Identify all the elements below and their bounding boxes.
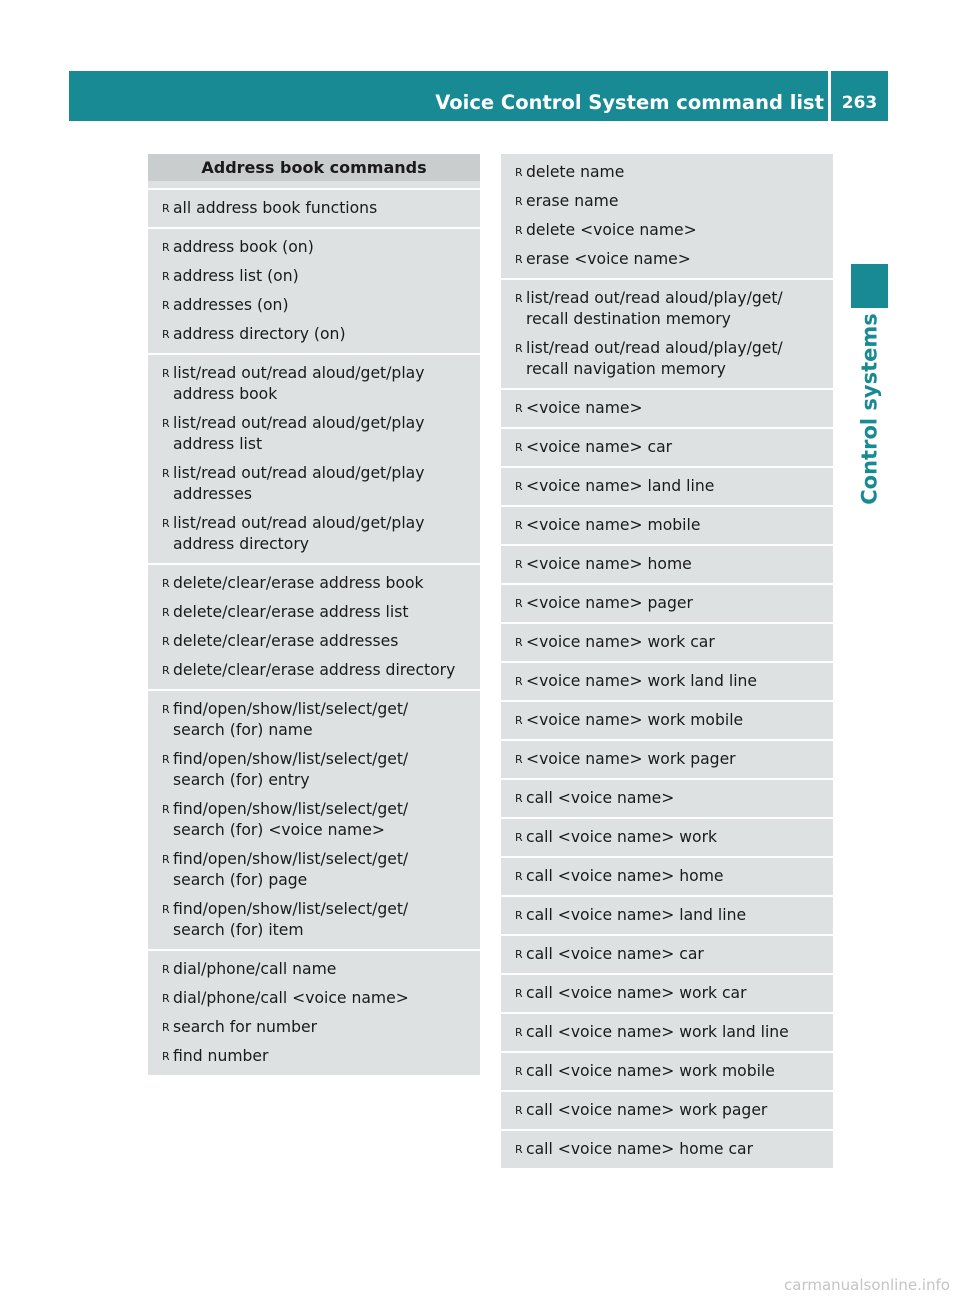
bullet-icon: R (515, 1143, 523, 1156)
right-command-table (501, 154, 833, 1168)
group-divider (501, 661, 833, 663)
command-item (162, 573, 480, 594)
command-item (162, 363, 480, 405)
command-text-line: find/open/show/list/select/get/ (173, 900, 409, 918)
group-divider (501, 895, 833, 897)
bullet-icon: R (515, 831, 523, 844)
bullet-icon: R (162, 367, 170, 380)
command-item (515, 1061, 833, 1082)
command-item (515, 983, 833, 1004)
command-text-line: address book (on) (173, 238, 314, 256)
command-text (526, 632, 833, 653)
command-text-line: address directory (173, 535, 309, 553)
group-divider (501, 427, 833, 429)
bullet-icon: R (162, 202, 170, 215)
group-divider (501, 973, 833, 975)
command-item (515, 1022, 833, 1043)
command-text-line: call <voice name> car (526, 945, 704, 963)
command-item (162, 799, 480, 841)
command-item (515, 162, 833, 183)
command-item (515, 1100, 833, 1121)
command-item (162, 198, 480, 219)
command-text (173, 631, 480, 652)
command-text (526, 162, 833, 183)
bullet-icon: R (162, 963, 170, 976)
bullet-icon: R (515, 675, 523, 688)
command-text (173, 699, 480, 741)
command-item (515, 788, 833, 809)
command-text-line: list/read out/read aloud/play/get/ (526, 289, 783, 307)
command-text-line: <voice name> work car (526, 633, 715, 651)
command-text (173, 573, 480, 594)
command-item (162, 749, 480, 791)
group-divider (501, 1051, 833, 1053)
command-text (526, 249, 833, 270)
group-divider (501, 388, 833, 390)
bullet-icon: R (515, 253, 523, 266)
command-text (526, 788, 833, 809)
command-item (162, 237, 480, 258)
bullet-icon: R (162, 417, 170, 430)
command-text (526, 220, 833, 241)
bullet-icon: R (162, 853, 170, 866)
command-text-line: <voice name> pager (526, 594, 693, 612)
command-text-line: call <voice name> home car (526, 1140, 753, 1158)
bullet-icon: R (515, 166, 523, 179)
command-text (526, 476, 833, 497)
command-text (173, 1046, 480, 1067)
bullet-icon: R (162, 467, 170, 480)
bullet-icon: R (515, 402, 523, 415)
command-text (173, 513, 480, 555)
command-text-line: find/open/show/list/select/get/ (173, 800, 409, 818)
bullet-icon: R (162, 992, 170, 1005)
command-text-line: address book (173, 385, 278, 403)
side-tab-text: Control systems (858, 313, 883, 505)
group-divider (501, 583, 833, 585)
command-text (526, 944, 833, 965)
command-text (526, 749, 833, 770)
command-text (173, 799, 480, 841)
command-item (162, 899, 480, 941)
command-text-line: search for number (173, 1018, 318, 1036)
command-text (173, 602, 480, 623)
command-text-line: delete/clear/erase address list (173, 603, 409, 621)
command-item (162, 295, 480, 316)
command-item (515, 476, 833, 497)
bullet-icon: R (162, 606, 170, 619)
command-text-line: call <voice name> home (526, 867, 724, 885)
command-text-line: delete/clear/erase address directory (173, 661, 456, 679)
command-text-line: <voice name> work pager (526, 750, 736, 768)
command-text-line: dial/phone/call <voice name> (173, 989, 409, 1007)
command-text-line: find/open/show/list/select/get/ (173, 750, 409, 768)
command-text-line: search (for) item (173, 921, 304, 939)
bullet-icon: R (162, 753, 170, 766)
group-divider (501, 700, 833, 702)
bullet-icon: R (515, 519, 523, 532)
command-item (515, 749, 833, 770)
header-title: Voice Control System command list (435, 91, 824, 114)
command-item (515, 710, 833, 731)
command-text-line: <voice name> work land line (526, 672, 757, 690)
command-text-line: call <voice name> work car (526, 984, 747, 1002)
command-text (526, 905, 833, 926)
command-text (173, 988, 480, 1009)
command-text-line: call <voice name> (526, 789, 675, 807)
bullet-icon: R (515, 636, 523, 649)
command-text (173, 295, 480, 316)
group-divider (501, 505, 833, 507)
bullet-icon: R (515, 909, 523, 922)
command-text-line: dial/phone/call name (173, 960, 337, 978)
command-text-line: <voice name> car (526, 438, 673, 456)
bullet-icon: R (162, 803, 170, 816)
command-text (173, 1017, 480, 1038)
command-item (515, 288, 833, 330)
header-bar (69, 71, 888, 121)
command-item (515, 944, 833, 965)
command-text (173, 660, 480, 681)
command-item (515, 338, 833, 380)
command-item (162, 988, 480, 1009)
command-item (162, 602, 480, 623)
command-text-line: delete/clear/erase addresses (173, 632, 399, 650)
command-text-line: recall navigation memory (526, 360, 726, 378)
command-text (526, 1139, 833, 1160)
command-text-line: search (for) <voice name> (173, 821, 385, 839)
bullet-icon: R (162, 270, 170, 283)
command-text (526, 593, 833, 614)
command-text-line: <voice name> home (526, 555, 692, 573)
command-text-line: address list (173, 435, 263, 453)
command-item (162, 1017, 480, 1038)
bullet-icon: R (162, 703, 170, 716)
command-text (173, 899, 480, 941)
command-text-line: list/read out/read aloud/get/play (173, 514, 425, 532)
command-text (173, 324, 480, 345)
bullet-icon: R (515, 480, 523, 493)
command-text (526, 554, 833, 575)
bullet-icon: R (162, 577, 170, 590)
command-text (526, 827, 833, 848)
command-text-line: find/open/show/list/select/get/ (173, 700, 409, 718)
command-item (515, 437, 833, 458)
command-text-line: <voice name> land line (526, 477, 715, 495)
command-item (515, 220, 833, 241)
bullet-icon: R (162, 1021, 170, 1034)
command-text-line: <voice name> mobile (526, 516, 701, 534)
command-item (515, 632, 833, 653)
command-text-line: delete name (526, 163, 625, 181)
command-item (515, 866, 833, 887)
group-divider (501, 934, 833, 936)
bullet-icon: R (162, 299, 170, 312)
group-divider (148, 689, 480, 691)
left-command-table (148, 154, 480, 1075)
command-item (515, 671, 833, 692)
command-text (526, 866, 833, 887)
command-text-line: address directory (on) (173, 325, 346, 343)
command-text-line: delete <voice name> (526, 221, 697, 239)
command-text (526, 671, 833, 692)
command-text (526, 1100, 833, 1121)
command-text (526, 191, 833, 212)
command-item (515, 398, 833, 419)
command-text (526, 515, 833, 536)
command-item (162, 699, 480, 741)
command-text-line: addresses (on) (173, 296, 289, 314)
side-tab-label (845, 313, 895, 505)
page-number: 263 (841, 93, 878, 113)
bullet-icon: R (515, 714, 523, 727)
group-divider (501, 739, 833, 741)
bullet-icon: R (515, 292, 523, 305)
command-item (162, 660, 480, 681)
command-text-line: list/read out/read aloud/get/play (173, 414, 425, 432)
command-text-line: address list (on) (173, 267, 299, 285)
group-divider (501, 466, 833, 468)
bullet-icon: R (515, 195, 523, 208)
command-text (173, 363, 480, 405)
command-text (526, 1061, 833, 1082)
command-item (162, 266, 480, 287)
command-text-line: list/read out/read aloud/get/play (173, 364, 425, 382)
bullet-icon: R (515, 1065, 523, 1078)
bullet-icon: R (162, 241, 170, 254)
command-text (526, 338, 833, 380)
left-table-title: Address book commands (148, 154, 480, 181)
bullet-icon: R (515, 987, 523, 1000)
command-text-line: call <voice name> land line (526, 906, 747, 924)
command-text-line: <voice name> work mobile (526, 711, 744, 729)
group-divider (501, 817, 833, 819)
group-divider (501, 278, 833, 280)
bullet-icon: R (162, 664, 170, 677)
command-item (515, 1139, 833, 1160)
group-divider (501, 1012, 833, 1014)
command-text (526, 288, 833, 330)
command-item (162, 631, 480, 652)
command-item (515, 249, 833, 270)
command-text-line: search (for) name (173, 721, 313, 739)
bullet-icon: R (162, 517, 170, 530)
command-item (162, 413, 480, 455)
side-tab-marker (851, 264, 888, 308)
group-divider (501, 856, 833, 858)
command-item (162, 513, 480, 555)
command-text-line: <voice name> (526, 399, 643, 417)
bullet-icon: R (515, 597, 523, 610)
command-text-line: call <voice name> work mobile (526, 1062, 775, 1080)
command-text (173, 266, 480, 287)
command-text (526, 983, 833, 1004)
command-text-line: list/read out/read aloud/play/get/ (526, 339, 783, 357)
group-divider (148, 227, 480, 229)
bullet-icon: R (515, 1026, 523, 1039)
command-text (173, 413, 480, 455)
command-text (173, 749, 480, 791)
command-item (515, 593, 833, 614)
command-text (173, 849, 480, 891)
bullet-icon: R (515, 792, 523, 805)
command-text (526, 437, 833, 458)
command-text-line: search (for) entry (173, 771, 310, 789)
command-item (162, 1046, 480, 1067)
command-item (515, 554, 833, 575)
group-divider (148, 353, 480, 355)
bullet-icon: R (515, 441, 523, 454)
group-divider (501, 1129, 833, 1131)
command-item (162, 959, 480, 980)
command-item (515, 905, 833, 926)
command-text-line: call <voice name> work land line (526, 1023, 789, 1041)
bullet-icon: R (162, 635, 170, 648)
group-divider (501, 1090, 833, 1092)
bullet-icon: R (515, 870, 523, 883)
command-text-line: call <voice name> work (526, 828, 718, 846)
command-text-line: list/read out/read aloud/get/play (173, 464, 425, 482)
group-divider (148, 188, 480, 190)
group-divider (501, 544, 833, 546)
command-text (173, 198, 480, 219)
command-item (515, 515, 833, 536)
command-text (526, 1022, 833, 1043)
command-text-line: call <voice name> work pager (526, 1101, 768, 1119)
command-item (515, 191, 833, 212)
group-divider (148, 563, 480, 565)
bullet-icon: R (515, 224, 523, 237)
group-divider (501, 778, 833, 780)
command-text (526, 398, 833, 419)
group-divider (501, 622, 833, 624)
command-text (173, 959, 480, 980)
bullet-icon: R (515, 1104, 523, 1117)
command-text (173, 237, 480, 258)
command-text-line: erase name (526, 192, 619, 210)
bullet-icon: R (515, 342, 523, 355)
command-text-line: all address book functions (173, 199, 378, 217)
bullet-icon: R (515, 948, 523, 961)
command-text-line: recall destination memory (526, 310, 731, 328)
footer-watermark: carmanualsonline.info (784, 1276, 950, 1294)
group-divider (148, 949, 480, 951)
command-item (515, 827, 833, 848)
command-text-line: find/open/show/list/select/get/ (173, 850, 409, 868)
command-text-line: erase <voice name> (526, 250, 691, 268)
bullet-icon: R (515, 753, 523, 766)
bullet-icon: R (515, 558, 523, 571)
command-text-line: find number (173, 1047, 269, 1065)
command-text-line: search (for) page (173, 871, 308, 889)
command-item (162, 463, 480, 505)
bullet-icon: R (162, 903, 170, 916)
bullet-icon: R (162, 328, 170, 341)
command-item (162, 849, 480, 891)
command-text-line: addresses (173, 485, 252, 503)
command-text-line: delete/clear/erase address book (173, 574, 424, 592)
group-divider (501, 152, 833, 154)
command-text (173, 463, 480, 505)
command-text (526, 710, 833, 731)
bullet-icon: R (162, 1050, 170, 1063)
command-item (162, 324, 480, 345)
